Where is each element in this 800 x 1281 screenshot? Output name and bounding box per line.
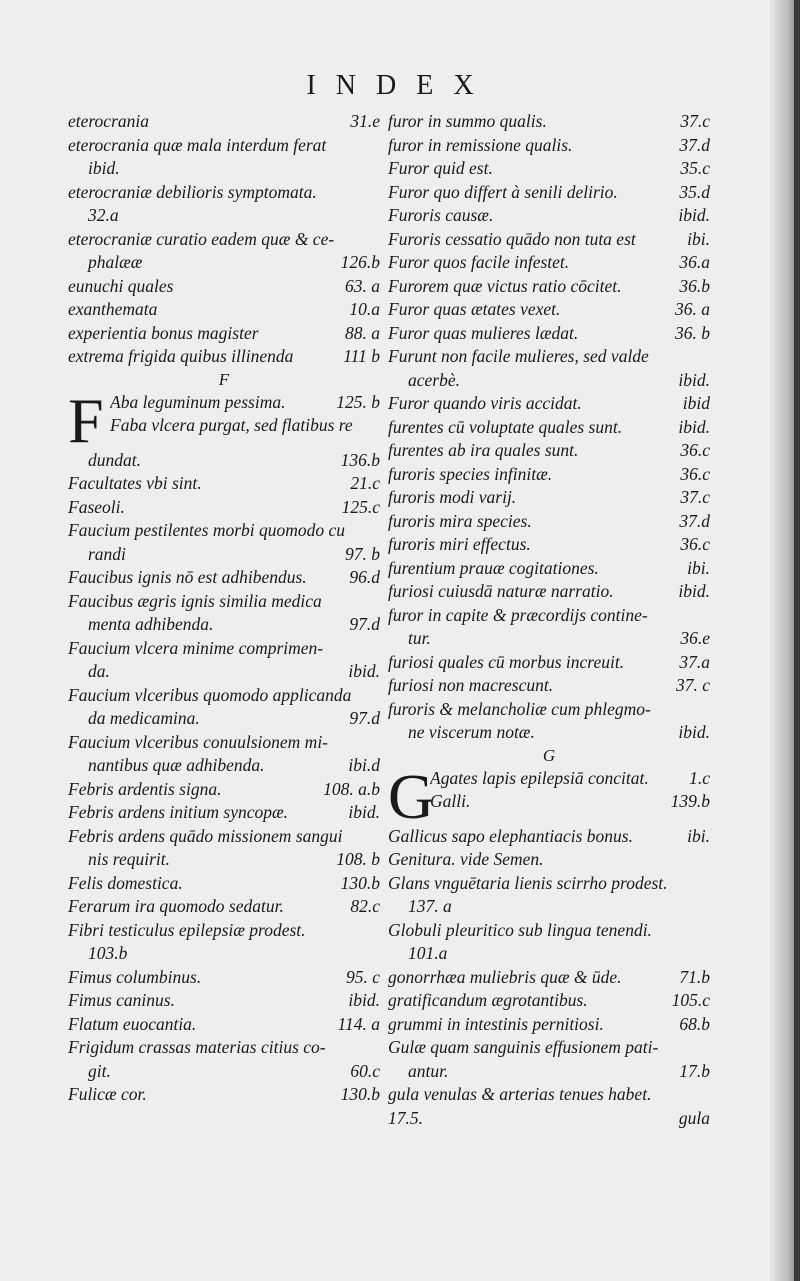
index-entry: furoris & melancholiæ cum phlegmo- [388,698,651,719]
index-entry: Furorem quæ victus ratio cōcitet. 36.b [388,275,710,296]
index-entry: Gallicus sapo elephantiacis bonus. ibi. [388,825,710,846]
index-entry-continuation: tur. 36.e [408,628,710,648]
index-entry: Flatum euocantia. 114. a [68,1013,380,1034]
index-entry: Faucium pestilentes morbi quomodo cu [68,520,346,540]
index-entry: Facultates vbi sint. 21.c [68,473,380,493]
index-entry-continuation: phalææ 126.b [88,252,380,272]
index-entry-continuation: git. 60.c [88,1060,380,1081]
index-entry: furor in remissione qualis. 37.d [388,134,710,155]
index-entry-continuation: 103.b [88,943,128,963]
index-entry: Gulæ quam sanguinis effusionem pati- [388,1037,659,1057]
index-entry: Faseoli. 125.c [68,496,380,517]
index-entry: Furunt non facile mulieres, sed valde [388,346,649,366]
drop-cap-block-g [388,760,710,832]
index-entry: Faucium vlceribus quomodo applicanda [68,684,352,705]
index-entry: furoris species infinitæ. 36.c [388,463,710,484]
section-letter-f: F [218,369,230,389]
index-entry: furor in summo qualis. 37.c [388,111,710,131]
index-entry: eterocrania 31.e [68,111,380,131]
index-entry: furoris mira species. 37.d [388,510,710,531]
index-entry: eterocraniæ curatio eadem quæ & ce- [68,228,335,249]
index-entry: Furor quid est. 35.c [388,158,710,178]
index-entry-continuation: nis requirit. 108. b [88,849,380,869]
index-entry: furoris miri effectus. 36.c [388,534,710,554]
right-column [388,110,710,1130]
index-entry: Fibri testiculus epilepsiæ prodest. [68,919,306,940]
index-entry: Glans vnguētaria lienis scirrho prodest. [388,872,668,893]
index-entry: Furoris causæ. ibid. [388,205,710,225]
index-entry-continuation: ibid. [88,158,120,178]
index-entry: Faucium vlceribus conuulsionem mi- [68,731,329,752]
index-entry: extrema frigida quibus illinenda 111 b [68,346,380,366]
index-entry: gonorrhæa muliebris quæ & ūde. 71.b [388,966,710,987]
index-entry: Faucibus ignis nō est adhibendus. 96.d [68,567,380,587]
index-entry: Agates lapis epilepsiā concitat. 1.c [430,767,710,788]
index-entry: Globuli pleuritico sub lingua tenendi. [388,919,652,940]
index-entry-continuation: randi 97. b [88,543,380,564]
index-entry: Furor quando viris accidat. ibid [388,393,710,413]
index-entry: Frigidum crassas materias citius co- [68,1037,326,1057]
index-entry: furentium prauæ cogitationes. ibi. [388,557,710,578]
index-entry-continuation: dundat. 136.b [88,449,380,470]
index-entry: Febris ardens initium syncopæ. ibid. [68,802,380,822]
page-header: INDEX [306,70,494,101]
index-entry: Faba vlcera purgat, sed flatibus re [110,415,353,435]
index-entry: eunuchi quales 63. a [68,275,380,296]
index-entry: Furoris cessatio quādo non tuta est ibi. [388,228,710,249]
index-entry: Furor quas ætates vexet. 36. a [388,299,710,319]
index-entry-continuation: ne viscerum notæ. ibid. [408,722,710,742]
index-entry: grummi in intestinis pernitiosi. 68.b [388,1013,710,1034]
index-entry: gula venulas & arterias tenues habet. [388,1084,652,1104]
index-entry: Fimus caninus. ibid. [68,990,380,1010]
catchword: gula [678,1107,710,1128]
index-entry: Fulicæ cor. 130.b [68,1084,380,1104]
index-entry-last-line: 17.5. gula [388,1107,710,1131]
index-entry: furentes ab ira quales sunt. 36.c [388,440,710,460]
index-entry: Ferarum ira quomodo sedatur. 82.c [68,896,380,916]
index-entry-continuation: acerbè. ibid. [408,369,710,390]
index-entry: eterocrania quæ mala interdum ferat [68,134,327,155]
index-entry: eterocraniæ debilioris symptomata. [68,181,317,202]
index-entry: Febris ardentis signa. 108. a.b [68,778,380,799]
left-column [68,110,380,1107]
index-entry-continuation: 32.a [88,205,119,225]
index-entry: furor in capite & præcordijs contine- [388,604,648,625]
index-entry-continuation: da medicamina. 97.d [88,708,380,728]
index-entry: Faucium vlcera minime comprimen- [68,637,324,658]
index-entry: furiosi non macrescunt. 37. c [388,675,710,695]
section-letter-g: G [542,745,556,765]
drop-cap-g: G [388,760,435,832]
index-entry-continuation: nantibus quæ adhibenda. ibi.d [88,755,380,775]
index-entry: Fimus columbinus. 95. c [68,966,380,987]
index-entry: experientia bonus magister 88. a [68,322,380,343]
index-entry: Furor quo differt à senili delirio. 35.d [388,181,710,202]
index-entry: Galli. 139.b [430,791,710,811]
index-entry: Febris ardens quādo missionem sangui [68,825,343,846]
index-entry-continuation: menta adhibenda. 97.d [88,614,380,634]
index-entry: Faucibus ægris ignis similia medica [68,590,322,611]
index-entry: furoris modi varij. 37.c [388,487,710,507]
index-entry-continuation: da. ibid. [88,661,380,681]
index-entry: Genitura. vide Semen. [388,849,544,869]
index-entry: Furor quos facile infestet. 36.a [388,252,710,272]
drop-cap-f: F [68,384,104,456]
index-entry: gratificandum ægrotantibus. 105.c [388,990,710,1010]
index-entry: exanthemata 10.a [68,299,380,319]
index-entry: furiosi cuiusdā naturæ narratio. ibid. [388,581,710,601]
index-entry: furiosi quales cū morbus increuit. 37.a [388,651,710,672]
index-entry: furentes cū voluptate quales sunt. ibid. [388,416,710,437]
index-entry-continuation: 101.a [408,943,448,963]
index-entry-continuation: 137. a [408,896,452,916]
index-entry: Aba leguminum pessima. 125. b [110,391,380,412]
page-edge [794,0,800,1281]
index-entry-continuation: antur. 17.b [408,1060,710,1081]
drop-cap-block-f [68,384,380,456]
index-entry: Furor quas mulieres lædat. 36. b [388,322,710,343]
index-entry: Felis domestica. 130.b [68,872,380,893]
